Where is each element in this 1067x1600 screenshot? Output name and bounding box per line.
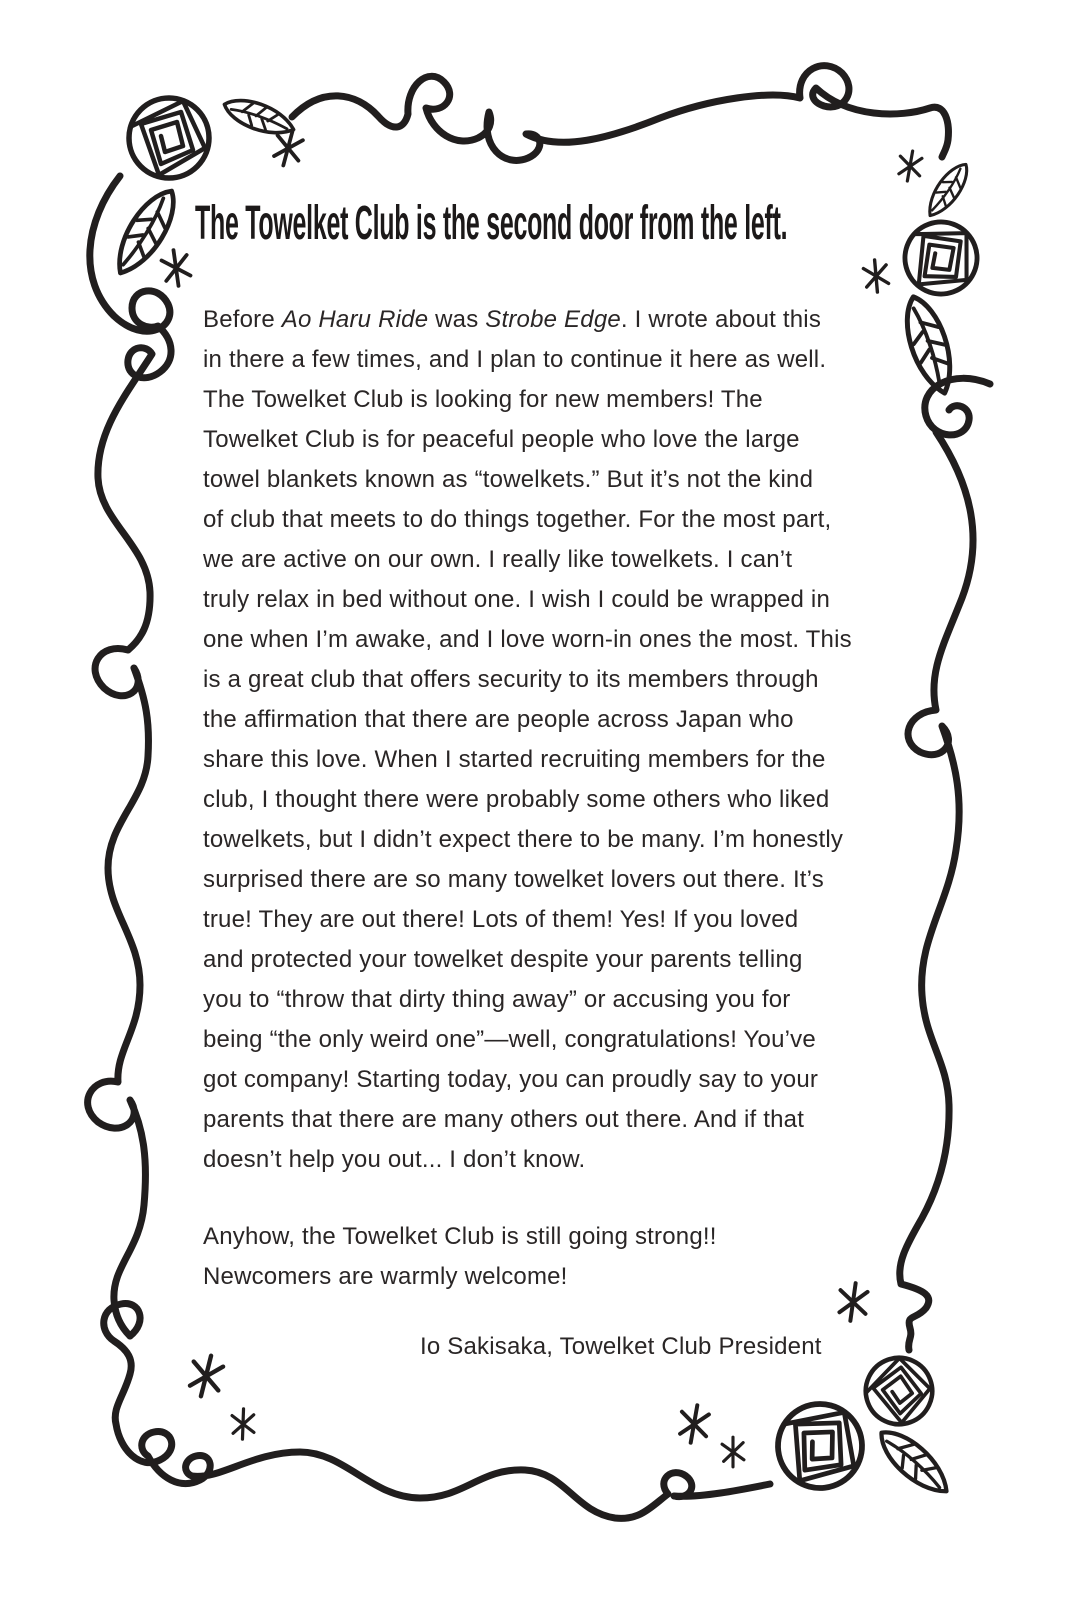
closing-line: Newcomers are warmly welcome!: [203, 1263, 568, 1290]
body-line: The Towelket Club is looking for new members! The: [203, 386, 763, 413]
body-line: got company! Starting today, you can proudly say to your: [203, 1066, 819, 1093]
body-line: true! They are out there! Lots of them! Yes! If you loved: [203, 906, 799, 933]
sparkle-icon: [863, 259, 890, 293]
border-right-squiggle: [900, 432, 973, 1350]
body-line: one when I’m awake, and I love worn-in ones the most. This: [203, 626, 852, 653]
body-line: parents that there are many others out there. And if that: [203, 1106, 805, 1133]
body-line: being “the only weird one”—well, congratulations! You’ve: [203, 1026, 816, 1053]
sparkle-icon: [186, 1352, 226, 1400]
page-title: The Towelket Club is the second door from the left.: [195, 197, 788, 250]
body-line: [203, 300, 893, 340]
body-line: surprised there are so many towelket lovers out there. It’s: [203, 866, 824, 893]
sparkle-icon: [231, 1408, 254, 1439]
body-text: [203, 300, 893, 1180]
sparkle-icon: [677, 1403, 711, 1445]
body-line: is a great club that offers security to its members through: [203, 666, 819, 693]
leaf-icon: [921, 158, 974, 222]
series-title-italic: Ao Haru Ride: [281, 306, 429, 333]
sparkle-icon: [722, 1437, 744, 1467]
body-line: you to “throw that dirty thing away” or accusing you for: [203, 986, 791, 1013]
body-line: doesn’t help you out... I don’t know.: [203, 1146, 586, 1173]
sparkle-icon: [160, 248, 191, 287]
body-line: club, I thought there were probably some others who liked: [203, 786, 830, 813]
body-line: the affirmation that there are people across Japan who: [203, 706, 794, 733]
body-line-segment: was: [428, 306, 486, 333]
leaf-icon: [872, 1422, 957, 1503]
border-left-squiggle: [88, 176, 171, 1336]
body-line: towelkets, but I didn’t expect there to be many. I’m honestly: [203, 826, 844, 853]
body-line: truly relax in bed without one. I wish I could be wrapped in: [203, 586, 831, 613]
body-line-segment: Before: [203, 306, 282, 333]
body-line: in there a few times, and I plan to continue it here as well.: [203, 346, 827, 373]
body-line: Towelket Club is for peaceful people who love the large: [203, 426, 800, 453]
rose-icon: [856, 1348, 941, 1433]
body-line: towel blankets known as “towelkets.” But it’s not the kind: [203, 466, 814, 493]
closing-text: [203, 1217, 893, 1297]
body-line: we are active on our own. I really like towelkets. I can’t: [203, 546, 793, 573]
body-line-segment: . I wrote about this: [620, 306, 822, 333]
leaf-icon: [220, 93, 298, 142]
body-line: of club that meets to do things together. For the most part,: [203, 506, 832, 533]
rose-icon: [129, 98, 209, 178]
sparkle-icon: [896, 149, 923, 183]
body-line: share this love. When I started recruiting members for the: [203, 746, 826, 773]
rose-icon: [893, 210, 989, 306]
signature: Io Sakisaka, Towelket Club President: [420, 1333, 822, 1360]
body-line: and protected your towelket despite your parents telling: [203, 946, 803, 973]
border-top-squiggle: [292, 66, 948, 161]
series-title-italic: Strobe Edge: [485, 306, 621, 333]
rose-icon: [769, 1395, 872, 1498]
closing-line: Anyhow, the Towelket Club is still going strong!!: [203, 1223, 717, 1250]
